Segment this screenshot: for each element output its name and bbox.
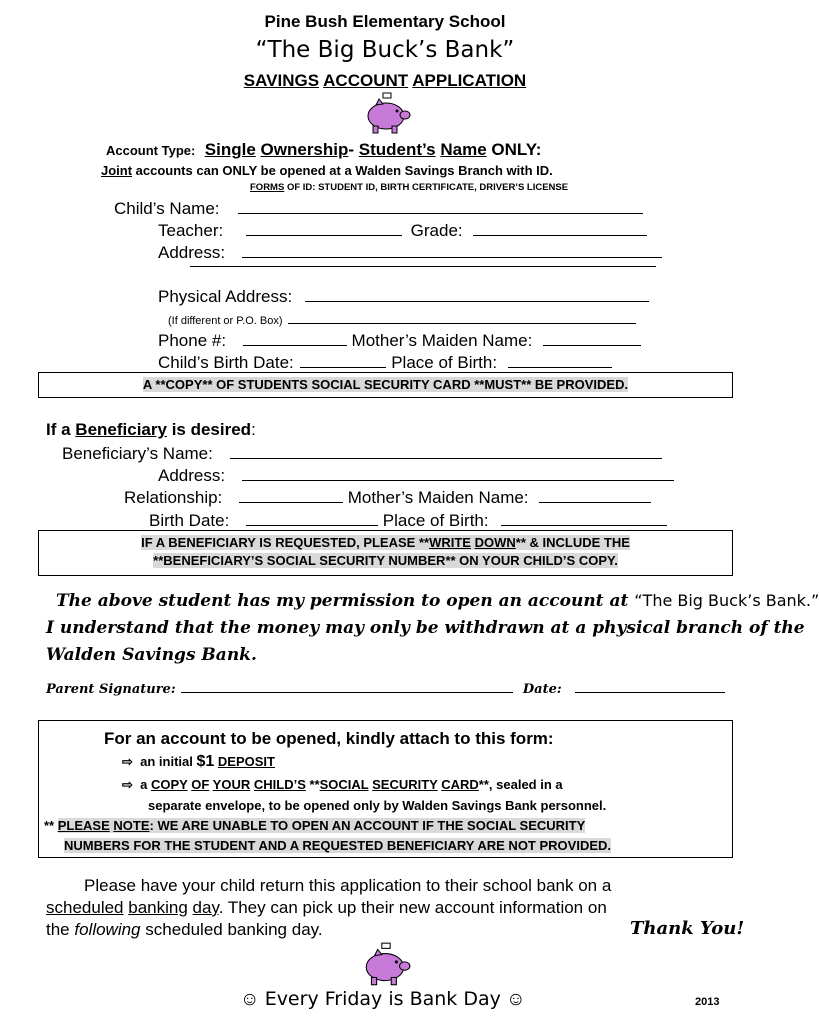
child-birth-date-field[interactable]: [300, 353, 386, 368]
footer-text: Every Friday is Bank Day: [264, 988, 501, 1010]
mothers-maiden-label: Mother’s Maiden Name:: [351, 331, 533, 350]
smiley-icon: ☺: [506, 989, 526, 1010]
date-label: Date:: [522, 682, 562, 697]
child-place-of-birth-label: Place of Birth:: [391, 353, 498, 372]
attach-heading: For an account to be opened, kindly attach to this form:: [104, 729, 554, 748]
relationship-label: Relationship:: [124, 488, 223, 507]
beneficiary-address-field[interactable]: [242, 466, 674, 481]
closing-line-1: Please have your child return this application to their school bank on a: [84, 876, 612, 895]
beneficiary-name-label: Beneficiary’s Name:: [62, 444, 213, 463]
phone-row: [158, 331, 641, 351]
id-forms-note: FORMS OF ID: STUDENT ID, BIRTH CERTIFICATE, DRIVER’S LICENSE: [250, 182, 569, 193]
physical-address-row: [158, 287, 649, 307]
beneficiary-mothers-maiden-label: Mother’s Maiden Name:: [347, 488, 529, 507]
beneficiary-notice-box: [38, 530, 733, 576]
po-box-field[interactable]: [288, 313, 636, 324]
child-birth-date-label: Child’s Birth Date:: [158, 353, 294, 372]
account-type: Account Type: Single Ownership- Student’s Name ONLY:: [106, 140, 542, 159]
beneficiary-address-label: Address:: [158, 466, 226, 485]
beneficiary-birth-date-field[interactable]: [246, 511, 378, 526]
mothers-maiden-field[interactable]: [543, 331, 641, 346]
teacher-label: Teacher:: [158, 221, 224, 240]
teacher-field[interactable]: [246, 221, 402, 236]
arrow-right-icon: ⇨: [122, 777, 133, 792]
joint-accounts-note: Joint accounts can ONLY be opened at a Walden Savings Branch with ID.: [101, 163, 553, 178]
child-place-of-birth-field[interactable]: [508, 353, 612, 368]
closing-line-2: scheduled banking day. They can pick up their new account information on: [46, 898, 607, 917]
childs-name-label: Child’s Name:: [114, 199, 220, 218]
school-name: Pine Bush Elementary School: [264, 12, 506, 31]
beneficiary-address-row: [158, 466, 674, 486]
bank-name: “The Big Buck’s Bank”: [255, 37, 515, 63]
birth-row: [158, 353, 612, 373]
beneficiary-birth-row: [149, 511, 667, 531]
grade-label: Grade:: [410, 221, 463, 240]
teacher-row: [158, 221, 647, 241]
attach-note-line-1: ** PLEASE NOTE: WE ARE UNABLE TO OPEN AN ACCOUNT IF THE SOCIAL SECURITY: [44, 818, 586, 833]
attach-item-ss-card-line-2: separate envelope, to be opened only by Walden Savings Bank personnel.: [148, 798, 607, 813]
smiley-icon: ☺: [240, 989, 260, 1010]
permission-line-2: I understand that the money may only be withdrawn at a physical branch of the: [46, 618, 805, 638]
piggy-bank-icon: [362, 93, 412, 135]
beneficiary-heading: If a Beneficiary is desired:: [46, 420, 256, 439]
parent-signature-label: Parent Signature:: [46, 682, 176, 697]
beneficiary-notice-line-1: IF A BENEFICIARY IS REQUESTED, PLEASE **WRITE DOWN** & INCLUDE THE: [141, 535, 630, 550]
physical-address-field[interactable]: [305, 287, 649, 302]
childs-name-row: [114, 199, 643, 219]
attach-item-ss-card: ⇨ a COPY OF YOUR CHILD’S **SOCIAL SECURITY CARD**, sealed in a: [122, 777, 563, 792]
attach-note-line-2: NUMBERS FOR THE STUDENT AND A REQUESTED BENEFICIARY ARE NOT PROVIDED.: [64, 838, 611, 853]
thank-you: Thank You!: [630, 918, 745, 939]
ssn-notice-box: [38, 372, 733, 398]
beneficiary-place-of-birth-label: Place of Birth:: [382, 511, 489, 530]
relationship-row: [124, 488, 651, 508]
attach-item-deposit: ⇨ an initial $1 DEPOSIT: [122, 753, 275, 770]
physical-address-label: Physical Address:: [158, 287, 293, 306]
ssn-notice: A **COPY** OF STUDENTS SOCIAL SECURITY CARD **MUST** BE PROVIDED.: [142, 377, 629, 392]
beneficiary-place-of-birth-field[interactable]: [501, 511, 667, 526]
beneficiary-notice-line-2: **BENEFICIARY’S SOCIAL SECURITY NUMBER** ON YOUR CHILD’S COPY.: [153, 553, 618, 568]
form-title: SAVINGS ACCOUNT APPLICATION: [243, 71, 527, 90]
beneficiary-birth-date-label: Birth Date:: [149, 511, 230, 530]
if-different-row: [168, 313, 636, 327]
address-field-line-2[interactable]: [190, 266, 656, 267]
arrow-right-icon: ⇨: [122, 754, 133, 769]
relationship-field[interactable]: [239, 488, 343, 503]
if-different-label: (If different or P.O. Box): [168, 315, 283, 327]
footer-banner: [240, 988, 526, 1011]
beneficiary-name-row: [62, 444, 662, 464]
piggy-bank-icon: [360, 943, 412, 987]
signature-row: [46, 681, 725, 697]
address-field[interactable]: [242, 243, 662, 258]
grade-field[interactable]: [473, 221, 647, 236]
childs-name-field[interactable]: [238, 199, 643, 214]
permission-line-3: Walden Savings Bank.: [46, 645, 257, 665]
permission-line-1: The above student has my permission to open an account at “The Big Buck’s Bank.”: [56, 591, 819, 611]
phone-label: Phone #:: [158, 331, 227, 350]
closing-line-3: the following scheduled banking day.: [46, 920, 323, 939]
address-label: Address:: [158, 243, 226, 262]
beneficiary-mothers-maiden-field[interactable]: [539, 488, 651, 503]
beneficiary-name-field[interactable]: [230, 444, 662, 459]
address-row: [158, 243, 662, 263]
phone-field[interactable]: [243, 331, 347, 346]
year: 2013: [695, 996, 720, 1008]
date-field[interactable]: [575, 681, 725, 693]
parent-signature-field[interactable]: [181, 681, 513, 693]
